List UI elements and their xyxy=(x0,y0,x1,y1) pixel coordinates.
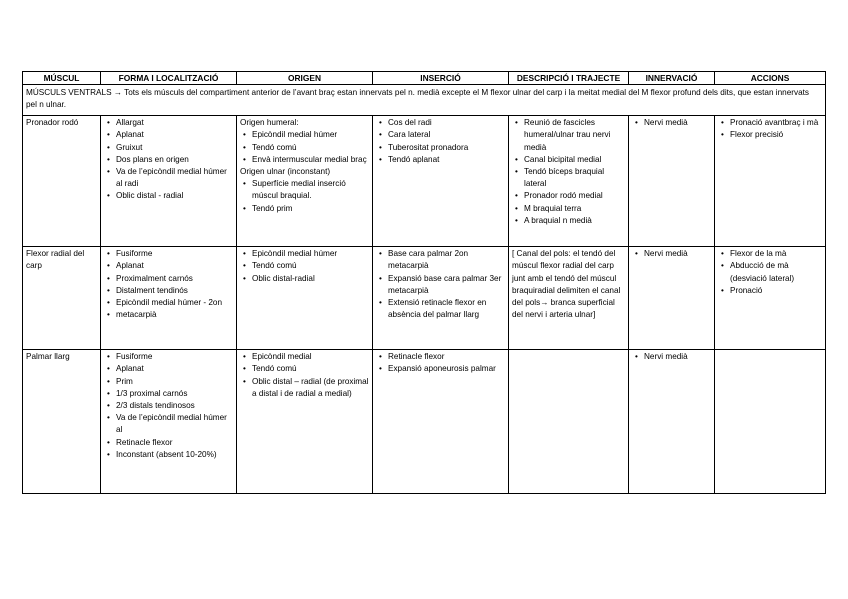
list-item: • Cara lateral xyxy=(388,129,505,141)
list-item: • Epicòndil medial húmer xyxy=(252,248,369,260)
forma-list xyxy=(104,351,233,461)
innervacio-list xyxy=(632,248,711,260)
descripcio-cell: [ Canal del pols: el tendó del múscul flexor radial del carp junt amb el tendó del múscul braquiradial delimiten el canal del pols→ branca superficial del nervi i arteria ulnar] xyxy=(509,247,629,350)
list-item: • metacarpià xyxy=(116,309,233,321)
table-row xyxy=(23,116,826,247)
header-forma: FORMA I LOCALITZACIÓ xyxy=(101,72,237,85)
list-item: • 2/3 distals tendinosos xyxy=(116,400,233,412)
list-item: • Nervi medià xyxy=(644,351,711,363)
origen-ulnar-label: Origen ulnar (inconstant) xyxy=(240,167,331,177)
descripcio-cell xyxy=(509,116,629,247)
list-item: • Envà intermuscular medial braç xyxy=(252,154,369,166)
list-item: • Gruixut xyxy=(116,142,233,154)
list-item: • Pronació avantbraç i mà xyxy=(730,117,822,129)
list-item: • Oblic distal - radial xyxy=(116,190,233,202)
header-row xyxy=(23,72,826,85)
innervacio-cell xyxy=(629,247,715,350)
list-item: • Retinacle flexor xyxy=(388,351,505,363)
accions-list xyxy=(718,117,822,141)
intro-text: MÚSCULS VENTRALS → Tots els músculs del compartiment anterior de l’avant braç estan innervats pel n. medià excepte el M flexor ulnar del carp i la meitat medial del M flexor profund dels dits, que estan innervats pel n ulnar. xyxy=(23,85,826,116)
list-item: • Nervi medià xyxy=(644,117,711,129)
list-item: • 1/3 proximal carnós xyxy=(116,388,233,400)
list-item: • Canal bicipital medial xyxy=(524,154,625,166)
list-item: • Epicòndil medial xyxy=(252,351,369,363)
innervacio-list xyxy=(632,351,711,363)
list-item: • Aplanat xyxy=(116,363,233,375)
list-item: • Reunió de fascicles humeral/ulnar trau nervi medià xyxy=(524,117,625,154)
accions-cell xyxy=(715,116,826,247)
insercio-list xyxy=(376,248,505,321)
muscle-name: Palmar llarg xyxy=(23,350,101,494)
list-item: • Oblic distal – radial (de proximal a distal i de radial a medial) xyxy=(252,376,369,400)
list-item: • Flexor precisió xyxy=(730,129,822,141)
list-item: • Va de l’epicòndil medial húmer al radi xyxy=(116,166,233,190)
header-insercio: INSERCIÓ xyxy=(373,72,509,85)
list-item: • Tendó aplanat xyxy=(388,154,505,166)
accions-cell xyxy=(715,350,826,494)
list-item: • Pronador rodó medial xyxy=(524,190,625,202)
header-muscul: MÚSCUL xyxy=(23,72,101,85)
origen-cell xyxy=(237,350,373,494)
list-item: • Distalment tendinós xyxy=(116,285,233,297)
list-item: • Superfície medial inserció múscul braquial. xyxy=(252,178,369,202)
list-item: • Prim xyxy=(116,376,233,388)
origen-humeral-label: Origen humeral: xyxy=(240,118,299,128)
list-item: • Cos del radi xyxy=(388,117,505,129)
origen-humeral-list xyxy=(240,129,369,166)
list-item: • Tendó prim xyxy=(252,203,369,215)
list-item: • Proximalment carnós xyxy=(116,273,233,285)
list-item: • Aplanat xyxy=(116,260,233,272)
origen-ulnar-list xyxy=(240,178,369,215)
list-item: • Tendó comú xyxy=(252,363,369,375)
muscle-name: Flexor radial del carp xyxy=(23,247,101,350)
list-item: • Fusiforme xyxy=(116,351,233,363)
list-item: • Extensió retinacle flexor en absència del palmar llarg xyxy=(388,297,505,321)
table-row xyxy=(23,247,826,350)
innervacio-list xyxy=(632,117,711,129)
header-descripcio: DESCRIPCIÓ I TRAJECTE xyxy=(509,72,629,85)
origen-list xyxy=(240,248,369,285)
insercio-cell xyxy=(373,247,509,350)
header-innervacio: INNERVACIÓ xyxy=(629,72,715,85)
insercio-cell xyxy=(373,116,509,247)
innervacio-cell xyxy=(629,116,715,247)
list-item: • Retinacle flexor xyxy=(116,437,233,449)
forma-list xyxy=(104,117,233,202)
list-item: • Tendó comú xyxy=(252,260,369,272)
muscle-name: Pronador rodó xyxy=(23,116,101,247)
descripcio-cell xyxy=(509,350,629,494)
list-item: • A braquial n medià xyxy=(524,215,625,227)
accions-cell xyxy=(715,247,826,350)
header-accions: ACCIONS xyxy=(715,72,826,85)
list-item: • Inconstant (absent 10-20%) xyxy=(116,449,233,461)
list-item: • Tuberositat pronadora xyxy=(388,142,505,154)
accions-list xyxy=(718,248,822,297)
origen-list xyxy=(240,351,369,400)
forma-cell xyxy=(101,116,237,247)
list-item: • Epicòndil medial húmer xyxy=(252,129,369,141)
list-item: • Tendó bíceps braquial lateral xyxy=(524,166,625,190)
forma-cell xyxy=(101,350,237,494)
list-item: • M braquial terra xyxy=(524,203,625,215)
innervacio-cell xyxy=(629,350,715,494)
table-row xyxy=(23,350,826,494)
forma-cell xyxy=(101,247,237,350)
list-item: • Flexor de la mà xyxy=(730,248,822,260)
header-origen: ORIGEN xyxy=(237,72,373,85)
insercio-list xyxy=(376,117,505,166)
muscles-table xyxy=(22,71,826,494)
list-item: • Oblic distal-radial xyxy=(252,273,369,285)
list-item: • Expansió aponeurosis palmar xyxy=(388,363,505,375)
intro-row xyxy=(23,85,826,116)
descripcio-list xyxy=(512,117,625,227)
insercio-cell xyxy=(373,350,509,494)
list-item: • Base cara palmar 2on metacarpià xyxy=(388,248,505,272)
list-item: • Nervi medià xyxy=(644,248,711,260)
insercio-list xyxy=(376,351,505,375)
list-item: • Pronació xyxy=(730,285,822,297)
origen-cell xyxy=(237,116,373,247)
list-item: • Aplanat xyxy=(116,129,233,141)
list-item: • Va de l’epicòndil medial húmer al xyxy=(116,412,233,436)
list-item: • Dos plans en origen xyxy=(116,154,233,166)
origen-cell xyxy=(237,247,373,350)
list-item: • Fusiforme xyxy=(116,248,233,260)
list-item: • Expansió base cara palmar 3er metacarpià xyxy=(388,273,505,297)
forma-list xyxy=(104,248,233,321)
list-item: • Abducció de mà (desviació lateral) xyxy=(730,260,822,284)
list-item: • Tendó comú xyxy=(252,142,369,154)
list-item: • Allargat xyxy=(116,117,233,129)
list-item: • Epicòndil medial húmer - 2on xyxy=(116,297,233,309)
